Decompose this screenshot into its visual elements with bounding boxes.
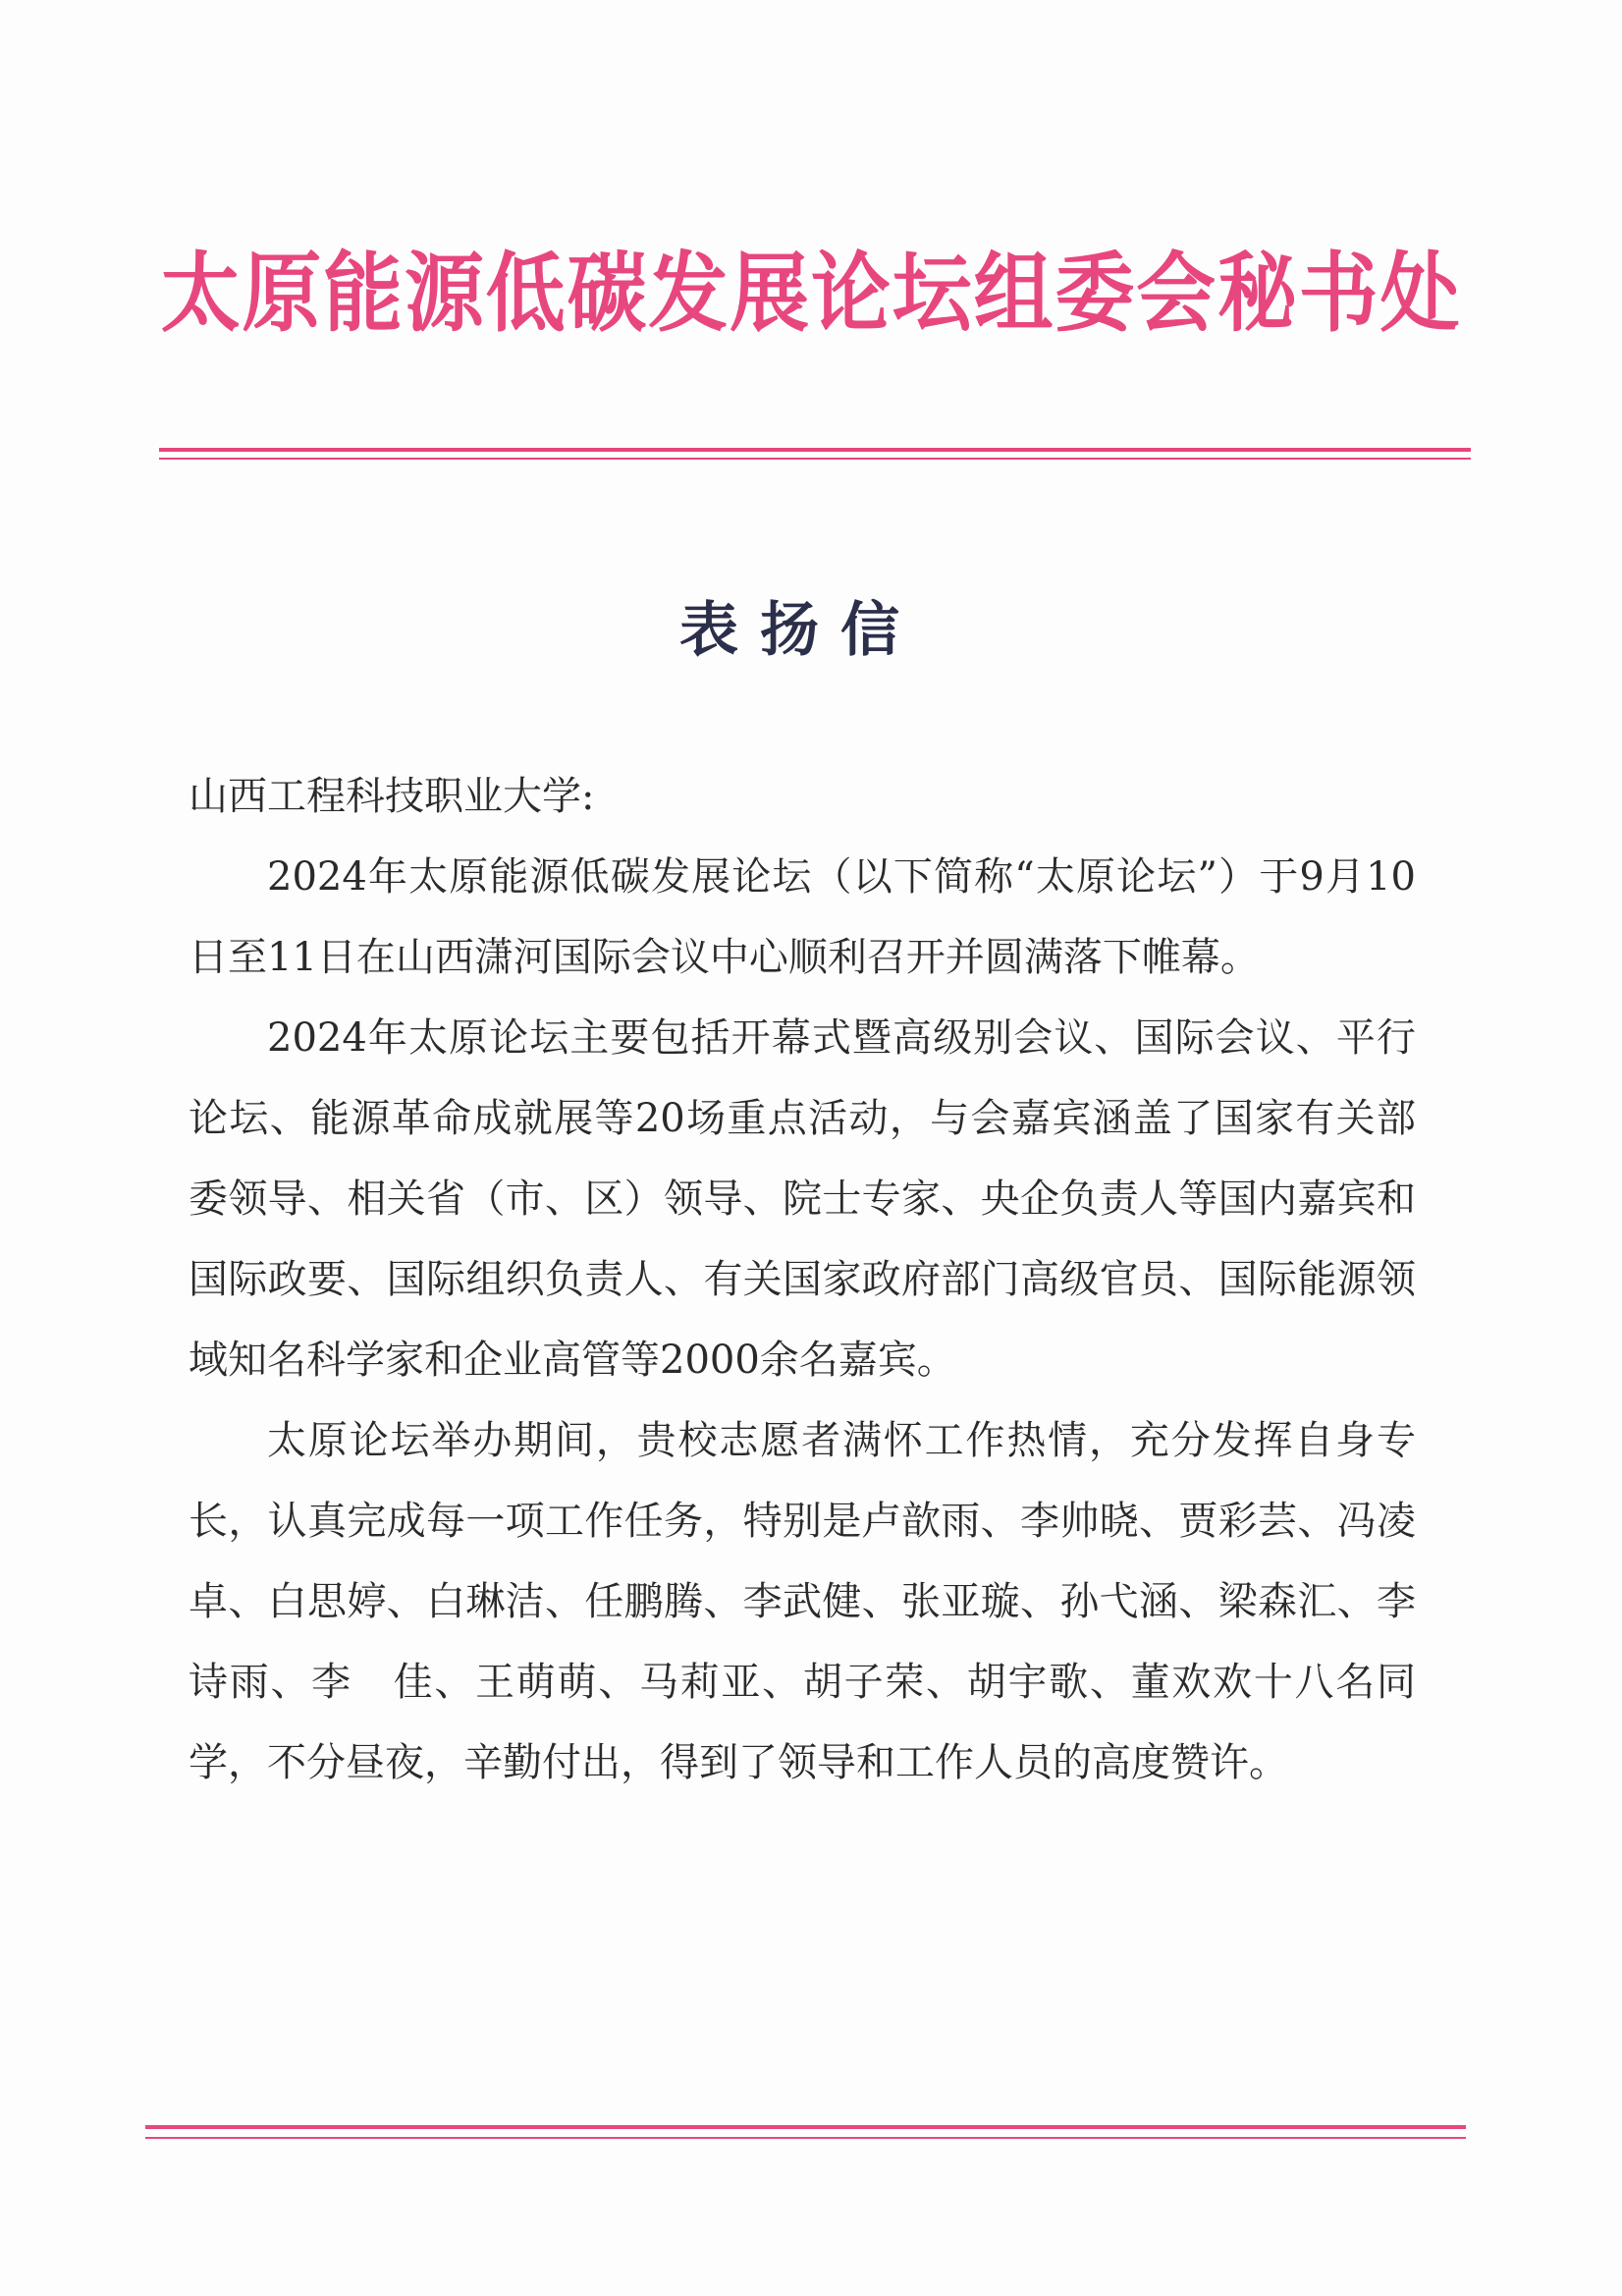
salutation: 山西工程科技职业大学: xyxy=(189,774,595,819)
paragraph-2: 2024年太原论坛主要包括开幕式暨高级别会议、国际会议、平行论坛、能源革命成就展等20场重点活动，与会嘉宾涵盖了国家有关部委领导、相关省（市、区）领导、院士专家、央企负责人等国内嘉宾和国际政要、国际组织负责人、有关国家政府部门高级官员、国际能源领域知名科学家和企业高管等2000余名嘉宾。 xyxy=(189,1015,1416,1383)
letterhead-top-rule-thin xyxy=(159,458,1471,460)
paragraph-3: 太原论坛举办期间，贵校志愿者满怀工作热情，充分发挥自身专长，认真完成每一项工作任务，特别是卢歆雨、李帅晓、贾彩芸、冯凌卓、白思婷、白琳洁、任鹏腾、李武健、张亚璇、孙弋涵、梁森汇、李诗雨、李 佳、王萌萌、马莉亚、胡子荣、胡宇歌、董欢欢十八名同学，不分昼夜，辛勤付出，得到了领导和工作人员的高度赞许。 xyxy=(189,1418,1416,1785)
letterhead-org-name: 太原能源低碳发展论坛组委会秘书处 xyxy=(160,242,1462,344)
paragraph-1: 2024年太原能源低碳发展论坛（以下简称“太原论坛”）于9月10日至11日在山西潇河国际会议中心顺利召开并圆满落下帷幕。 xyxy=(189,854,1416,980)
letter-body xyxy=(189,756,1416,1803)
document-title: 表扬信 xyxy=(679,596,921,665)
letterhead-top-rule-thick xyxy=(159,448,1471,452)
footer-rule-thick xyxy=(145,2125,1466,2129)
footer-rule-thin xyxy=(145,2137,1466,2139)
